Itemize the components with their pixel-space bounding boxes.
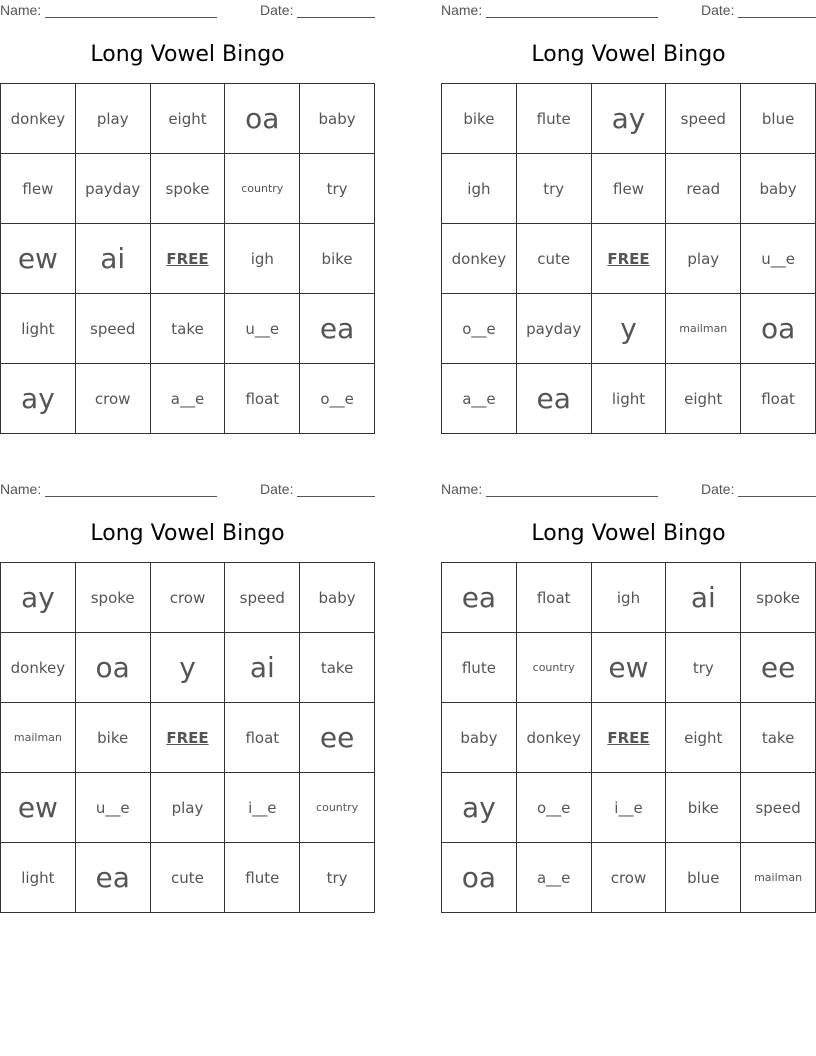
bingo-cell: o__e	[517, 773, 592, 843]
bingo-cell: take	[151, 294, 226, 364]
bingo-cell: y	[151, 633, 226, 703]
date-line	[297, 17, 375, 18]
bingo-cell: play	[151, 773, 226, 843]
bingo-cell: oa	[741, 294, 816, 364]
bingo-cell: igh	[442, 154, 517, 224]
date-line	[738, 496, 816, 497]
card-title: Long Vowel Bingo	[531, 42, 726, 67]
bingo-cell: flew	[1, 154, 76, 224]
bingo-cell: donkey	[517, 703, 592, 773]
bingo-cell: blue	[741, 84, 816, 154]
bingo-cell: baby	[741, 154, 816, 224]
bingo-cell: ay	[592, 84, 667, 154]
bingo-cell: eight	[666, 364, 741, 434]
bingo-cell: bike	[76, 703, 151, 773]
bingo-cell: float	[225, 364, 300, 434]
bingo-cell: bike	[442, 84, 517, 154]
bingo-cell: ea	[76, 843, 151, 913]
bingo-cell: spoke	[76, 563, 151, 633]
bingo-cell: ay	[1, 563, 76, 633]
bingo-cell: crow	[592, 843, 667, 913]
bingo-cell: speed	[741, 773, 816, 843]
bingo-cell: float	[225, 703, 300, 773]
bingo-cell: ea	[517, 364, 592, 434]
bingo-cell: a__e	[442, 364, 517, 434]
date-line	[738, 17, 816, 18]
bingo-cell: ee	[300, 703, 375, 773]
bingo-cell: spoke	[151, 154, 226, 224]
free-space-cell: FREE	[592, 703, 667, 773]
bingo-cell: light	[1, 843, 76, 913]
bingo-cell: baby	[300, 84, 375, 154]
bingo-cell: flute	[517, 84, 592, 154]
name-label: Name:	[441, 2, 483, 18]
free-space-cell: FREE	[592, 224, 667, 294]
bingo-cell: take	[300, 633, 375, 703]
bingo-cell: ea	[300, 294, 375, 364]
bingo-cell: oa	[76, 633, 151, 703]
bingo-cell: try	[300, 154, 375, 224]
bingo-cell: ee	[741, 633, 816, 703]
bingo-cell: eight	[666, 703, 741, 773]
bingo-cell: flute	[442, 633, 517, 703]
bingo-cell: try	[300, 843, 375, 913]
bingo-cell: igh	[225, 224, 300, 294]
bingo-cell: ai	[225, 633, 300, 703]
bingo-cell: o__e	[300, 364, 375, 434]
bingo-cell: y	[592, 294, 667, 364]
bingo-cell: payday	[517, 294, 592, 364]
bingo-cell: crow	[151, 563, 226, 633]
bingo-cell: donkey	[1, 633, 76, 703]
card-title: Long Vowel Bingo	[90, 42, 285, 67]
bingo-cell: u__e	[741, 224, 816, 294]
bingo-cell: baby	[442, 703, 517, 773]
bingo-cell: speed	[225, 563, 300, 633]
date-label: Date:	[260, 481, 294, 497]
date-label: Date:	[260, 2, 294, 18]
bingo-cell: baby	[300, 563, 375, 633]
bingo-cell: ay	[1, 364, 76, 434]
bingo-cell: take	[741, 703, 816, 773]
bingo-cell: i__e	[225, 773, 300, 843]
bingo-cell: light	[1, 294, 76, 364]
name-line	[486, 17, 658, 18]
bingo-cell: bike	[666, 773, 741, 843]
bingo-cell: spoke	[741, 563, 816, 633]
bingo-cell: ew	[1, 224, 76, 294]
bingo-cell: donkey	[1, 84, 76, 154]
bingo-cell: speed	[76, 294, 151, 364]
bingo-cell: ea	[442, 563, 517, 633]
bingo-cell: a__e	[517, 843, 592, 913]
bingo-cell: try	[517, 154, 592, 224]
bingo-cell: blue	[666, 843, 741, 913]
bingo-cell: u__e	[225, 294, 300, 364]
bingo-cell: ai	[666, 563, 741, 633]
bingo-cell: play	[666, 224, 741, 294]
name-label: Name:	[0, 2, 42, 18]
bingo-cell: oa	[442, 843, 517, 913]
bingo-cell: country	[517, 633, 592, 703]
name-line	[45, 496, 217, 497]
bingo-cell: donkey	[442, 224, 517, 294]
bingo-cell: payday	[76, 154, 151, 224]
card-title: Long Vowel Bingo	[90, 521, 285, 546]
bingo-cell: mailman	[666, 294, 741, 364]
bingo-cell: a__e	[151, 364, 226, 434]
bingo-cell: ay	[442, 773, 517, 843]
card-title: Long Vowel Bingo	[531, 521, 726, 546]
bingo-cell: country	[300, 773, 375, 843]
bingo-cell: try	[666, 633, 741, 703]
date-line	[297, 496, 375, 497]
bingo-cell: float	[517, 563, 592, 633]
bingo-cell: ew	[1, 773, 76, 843]
bingo-cell: cute	[151, 843, 226, 913]
bingo-cell: ew	[592, 633, 667, 703]
bingo-cell: o__e	[442, 294, 517, 364]
name-line	[486, 496, 658, 497]
free-space-cell: FREE	[151, 224, 226, 294]
bingo-cell: mailman	[741, 843, 816, 913]
free-space-cell: FREE	[151, 703, 226, 773]
bingo-cell: mailman	[1, 703, 76, 773]
name-line	[45, 17, 217, 18]
date-label: Date:	[701, 2, 735, 18]
bingo-cell: flute	[225, 843, 300, 913]
bingo-cell: crow	[76, 364, 151, 434]
bingo-cell: oa	[225, 84, 300, 154]
bingo-cell: i__e	[592, 773, 667, 843]
bingo-cell: u__e	[76, 773, 151, 843]
bingo-cell: speed	[666, 84, 741, 154]
name-label: Name:	[441, 481, 483, 497]
bingo-cell: read	[666, 154, 741, 224]
bingo-cell: bike	[300, 224, 375, 294]
bingo-cell: country	[225, 154, 300, 224]
bingo-grid	[441, 83, 816, 434]
bingo-cell: cute	[517, 224, 592, 294]
bingo-cell: eight	[151, 84, 226, 154]
bingo-grid	[0, 83, 375, 434]
name-label: Name:	[0, 481, 42, 497]
bingo-grid	[441, 562, 816, 913]
bingo-cell: play	[76, 84, 151, 154]
bingo-cell: light	[592, 364, 667, 434]
bingo-cell: flew	[592, 154, 667, 224]
bingo-grid	[0, 562, 375, 913]
date-label: Date:	[701, 481, 735, 497]
bingo-cell: ai	[76, 224, 151, 294]
bingo-cell: igh	[592, 563, 667, 633]
bingo-cell: float	[741, 364, 816, 434]
